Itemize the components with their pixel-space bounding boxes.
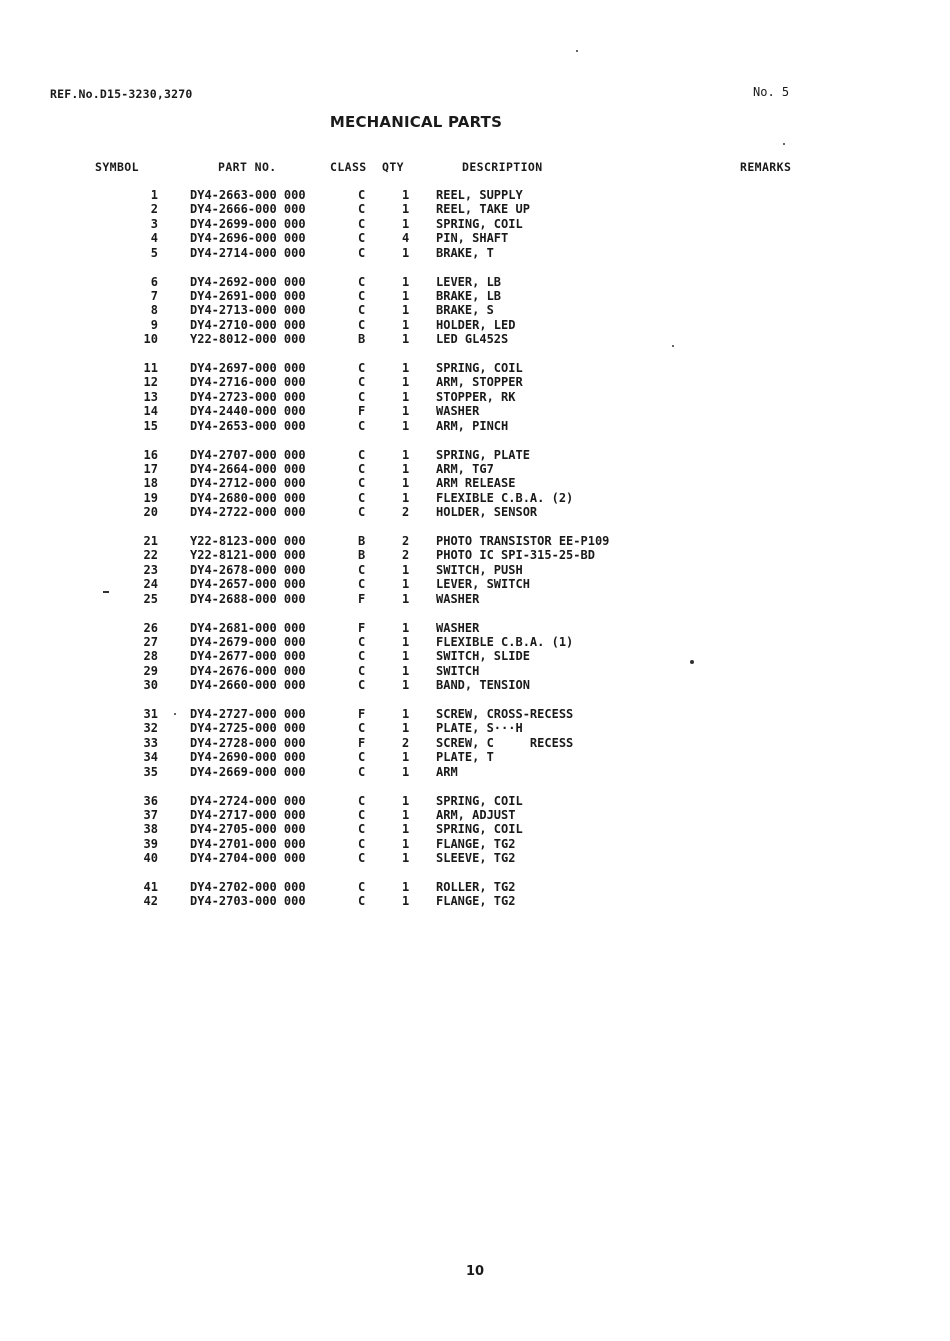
cell-class: F: [358, 620, 366, 635]
cell-part-no: DY4-2663-000 000: [190, 188, 306, 202]
cell-description: ARM, TG7: [436, 461, 494, 476]
cell-class: C: [358, 721, 366, 736]
table-row: [0, 808, 950, 823]
cell-part-no: DY4-2680-000 000: [190, 490, 306, 505]
table-row: [0, 332, 950, 347]
cell-description: LEVER, SWITCH: [436, 577, 530, 592]
cell-symbol: 15: [143, 418, 158, 433]
cell-description: SPRING, COIL: [436, 822, 523, 837]
cell-qty: 1: [402, 202, 410, 217]
cell-part-no: DY4-2707-000 000: [190, 447, 306, 462]
cell-class: B: [358, 332, 366, 347]
cell-part-no: Y22-8123-000 000: [190, 534, 306, 548]
cell-part-no: DY4-2440-000 000: [190, 404, 306, 419]
table-row: [0, 217, 950, 232]
cell-class: C: [358, 231, 366, 246]
cell-qty: 1: [402, 245, 410, 260]
cell-qty: 1: [402, 404, 410, 419]
cell-qty: 1: [402, 822, 410, 837]
scan-speck: [672, 345, 674, 347]
cell-symbol: 33: [143, 735, 158, 750]
cell-description: SLEEVE, TG2: [436, 851, 516, 866]
cell-description: BRAKE, LB: [436, 288, 502, 303]
cell-class: C: [358, 461, 366, 476]
cell-class: C: [358, 894, 366, 909]
cell-symbol: 32: [143, 721, 158, 736]
cell-qty: 1: [402, 620, 410, 635]
table-row: [0, 649, 950, 664]
cell-class: C: [358, 389, 366, 404]
table-row: [0, 318, 950, 333]
cell-class: C: [358, 750, 366, 765]
table-row: [0, 621, 950, 636]
cell-qty: 1: [402, 216, 410, 231]
cell-symbol: 29: [143, 663, 158, 678]
cell-description: REEL, SUPPLY: [436, 188, 523, 202]
cell-symbol: 22: [143, 548, 158, 563]
scan-speck: [174, 713, 176, 715]
column-header-part-no: PART NO.: [218, 160, 277, 174]
cell-qty: 1: [402, 476, 410, 491]
cell-description: SCREW, CROSS-RECESS: [436, 707, 574, 721]
cell-class: C: [358, 663, 366, 678]
cell-qty: 1: [402, 836, 410, 851]
cell-symbol: 31: [143, 707, 158, 721]
cell-qty: 1: [402, 807, 410, 822]
cell-part-no: DY4-2710-000 000: [190, 317, 306, 332]
cell-part-no: DY4-2716-000 000: [190, 375, 306, 390]
cell-qty: 1: [402, 894, 410, 909]
table-row: [0, 721, 950, 736]
cell-part-no: DY4-2696-000 000: [190, 231, 306, 246]
column-header-class: CLASS: [330, 160, 367, 174]
cell-description: WASHER: [436, 404, 480, 419]
cell-description: SWITCH, SLIDE: [436, 649, 530, 664]
table-row: [0, 563, 950, 578]
table-row: [0, 246, 950, 261]
cell-part-no: DY4-2714-000 000: [190, 245, 306, 260]
cell-qty: 1: [402, 188, 410, 202]
table-row: [0, 880, 950, 895]
cell-part-no: DY4-2688-000 000: [190, 591, 306, 606]
cell-description: PHOTO TRANSISTOR EE-P109: [436, 534, 610, 548]
cell-class: B: [358, 534, 366, 548]
cell-qty: 1: [402, 562, 410, 577]
cell-symbol: 28: [143, 649, 158, 664]
cell-part-no: DY4-2690-000 000: [190, 750, 306, 765]
cell-part-no: DY4-2657-000 000: [190, 577, 306, 592]
table-row: [0, 202, 950, 217]
cell-symbol: 2: [150, 202, 158, 217]
cell-class: C: [358, 822, 366, 837]
cell-description: ROLLER, TG2: [436, 880, 516, 894]
cell-symbol: 38: [143, 822, 158, 837]
cell-description: REEL, TAKE UP: [436, 202, 530, 217]
cell-symbol: 21: [143, 534, 158, 548]
table-row: [0, 577, 950, 592]
cell-symbol: 4: [150, 231, 158, 246]
cell-class: C: [358, 649, 366, 664]
cell-part-no: DY4-2702-000 000: [190, 880, 306, 894]
cell-description: SWITCH, PUSH: [436, 562, 523, 577]
cell-part-no: DY4-2717-000 000: [190, 807, 306, 822]
cell-description: SPRING, COIL: [436, 793, 523, 808]
cell-part-no: DY4-2677-000 000: [190, 649, 306, 664]
cell-class: C: [358, 361, 366, 375]
cell-part-no: DY4-2678-000 000: [190, 562, 306, 577]
cell-description: PIN, SHAFT: [436, 231, 509, 246]
cell-description: SPRING, COIL: [436, 361, 523, 375]
cell-symbol: 11: [143, 361, 158, 375]
cell-symbol: 36: [143, 793, 158, 808]
cell-qty: 1: [402, 793, 410, 808]
cell-part-no: DY4-2724-000 000: [190, 793, 306, 808]
cell-description: SPRING, PLATE: [436, 447, 530, 462]
cell-symbol: 18: [143, 476, 158, 491]
cell-symbol: 39: [143, 836, 158, 851]
cell-part-no: DY4-2660-000 000: [190, 678, 306, 693]
cell-class: F: [358, 591, 366, 606]
cell-class: C: [358, 764, 366, 779]
cell-symbol: 25: [143, 591, 158, 606]
cell-class: C: [358, 851, 366, 866]
table-row: [0, 289, 950, 304]
table-row: [0, 462, 950, 477]
cell-qty: 1: [402, 288, 410, 303]
cell-symbol: 37: [143, 807, 158, 822]
cell-class: C: [358, 216, 366, 231]
cell-symbol: 3: [150, 216, 158, 231]
cell-qty: 4: [402, 231, 410, 246]
cell-symbol: 27: [143, 634, 158, 649]
table-row: [0, 448, 950, 463]
cell-class: C: [358, 880, 366, 894]
table-row: [0, 851, 950, 866]
cell-part-no: DY4-2704-000 000: [190, 851, 306, 866]
cell-qty: 1: [402, 707, 410, 721]
table-row: [0, 390, 950, 405]
table-row: [0, 404, 950, 419]
cell-class: C: [358, 505, 366, 520]
cell-description: STOPPER, RK: [436, 389, 516, 404]
cell-part-no: DY4-2713-000 000: [190, 303, 306, 318]
cell-symbol: 9: [150, 317, 158, 332]
cell-class: C: [358, 836, 366, 851]
cell-class: C: [358, 807, 366, 822]
table-row: [0, 476, 950, 491]
table-row: [0, 548, 950, 563]
cell-part-no: DY4-2664-000 000: [190, 461, 306, 476]
cell-qty: 2: [402, 548, 410, 563]
cell-description: LED GL452S: [436, 332, 509, 347]
scan-speck: [690, 660, 694, 664]
cell-description: SPRING, COIL: [436, 216, 523, 231]
cell-qty: 1: [402, 634, 410, 649]
cell-symbol: 41: [143, 880, 158, 894]
table-row: [0, 505, 950, 520]
cell-class: C: [358, 245, 366, 260]
table-row: [0, 275, 950, 290]
cell-class: C: [358, 375, 366, 390]
cell-part-no: DY4-2728-000 000: [190, 735, 306, 750]
cell-qty: 1: [402, 332, 410, 347]
cell-class: C: [358, 490, 366, 505]
table-row: [0, 750, 950, 765]
cell-description: ARM, ADJUST: [436, 807, 516, 822]
cell-symbol: 26: [143, 620, 158, 635]
cell-description: BAND, TENSION: [436, 678, 530, 693]
cell-qty: 1: [402, 721, 410, 736]
table-row: [0, 765, 950, 780]
table-row: [0, 707, 950, 722]
cell-description: ARM: [436, 764, 458, 779]
cell-qty: 2: [402, 534, 410, 548]
sheet-number: No. 5: [753, 85, 790, 99]
table-row: [0, 592, 950, 607]
column-header-qty: QTY: [382, 160, 404, 174]
page-title: MECHANICAL PARTS: [329, 113, 503, 131]
cell-qty: 1: [402, 461, 410, 476]
page-number: 10: [465, 1264, 485, 1279]
cell-class: C: [358, 793, 366, 808]
cell-class: C: [358, 317, 366, 332]
cell-description: LEVER, LB: [436, 274, 502, 289]
cell-class: C: [358, 288, 366, 303]
cell-class: C: [358, 577, 366, 592]
cell-symbol: 24: [143, 577, 158, 592]
column-header-remarks: REMARKS: [740, 160, 792, 174]
cell-class: C: [358, 634, 366, 649]
cell-part-no: DY4-2699-000 000: [190, 216, 306, 231]
cell-qty: 1: [402, 880, 410, 894]
cell-symbol: 14: [143, 404, 158, 419]
scan-speck: [576, 50, 578, 52]
cell-symbol: 16: [143, 447, 158, 462]
cell-qty: 1: [402, 678, 410, 693]
cell-symbol: 7: [150, 288, 158, 303]
cell-class: C: [358, 303, 366, 318]
cell-qty: 1: [402, 851, 410, 866]
cell-part-no: Y22-8012-000 000: [190, 332, 306, 347]
cell-part-no: DY4-2712-000 000: [190, 476, 306, 491]
cell-qty: 1: [402, 418, 410, 433]
cell-description: FLANGE, TG2: [436, 836, 516, 851]
cell-symbol: 5: [150, 245, 158, 260]
cell-class: C: [358, 188, 366, 202]
cell-symbol: 20: [143, 505, 158, 520]
cell-class: F: [358, 707, 366, 721]
table-row: [0, 794, 950, 809]
cell-class: F: [358, 735, 366, 750]
table-row: [0, 375, 950, 390]
cell-qty: 1: [402, 490, 410, 505]
column-header-description: DESCRIPTION: [462, 160, 543, 174]
cell-symbol: 12: [143, 375, 158, 390]
table-row: [0, 837, 950, 852]
cell-qty: 1: [402, 389, 410, 404]
cell-qty: 1: [402, 591, 410, 606]
cell-class: C: [358, 418, 366, 433]
cell-part-no: DY4-2725-000 000: [190, 721, 306, 736]
cell-symbol: 17: [143, 461, 158, 476]
cell-class: F: [358, 404, 366, 419]
scan-speck: [103, 591, 109, 593]
cell-class: C: [358, 562, 366, 577]
cell-description: SCREW, C RECESS: [436, 735, 574, 750]
table-row: [0, 534, 950, 549]
cell-qty: 1: [402, 447, 410, 462]
cell-part-no: DY4-2697-000 000: [190, 361, 306, 375]
cell-description: HOLDER, SENSOR: [436, 505, 538, 520]
cell-qty: 1: [402, 750, 410, 765]
cell-description: FLANGE, TG2: [436, 894, 516, 909]
cell-class: C: [358, 476, 366, 491]
cell-part-no: DY4-2681-000 000: [190, 620, 306, 635]
table-row: [0, 635, 950, 650]
cell-symbol: 19: [143, 490, 158, 505]
cell-part-no: DY4-2676-000 000: [190, 663, 306, 678]
cell-qty: 1: [402, 361, 410, 375]
cell-qty: 1: [402, 303, 410, 318]
cell-part-no: DY4-2722-000 000: [190, 505, 306, 520]
table-row: [0, 678, 950, 693]
cell-description: FLEXIBLE C.B.A. (1): [436, 634, 574, 649]
cell-description: HOLDER, LED: [436, 317, 516, 332]
cell-description: ARM RELEASE: [436, 476, 516, 491]
cell-description: ARM, STOPPER: [436, 375, 523, 390]
cell-qty: 2: [402, 505, 410, 520]
table-row: [0, 894, 950, 909]
table-row: [0, 491, 950, 506]
cell-part-no: Y22-8121-000 000: [190, 548, 306, 563]
cell-class: C: [358, 678, 366, 693]
cell-part-no: DY4-2703-000 000: [190, 894, 306, 909]
cell-part-no: DY4-2669-000 000: [190, 764, 306, 779]
table-row: [0, 664, 950, 679]
cell-part-no: DY4-2705-000 000: [190, 822, 306, 837]
cell-symbol: 13: [143, 389, 158, 404]
cell-qty: 1: [402, 577, 410, 592]
cell-symbol: 35: [143, 764, 158, 779]
cell-symbol: 34: [143, 750, 158, 765]
cell-symbol: 1: [150, 188, 158, 202]
cell-part-no: DY4-2653-000 000: [190, 418, 306, 433]
table-row: [0, 361, 950, 376]
table-row: [0, 303, 950, 318]
cell-symbol: 6: [150, 274, 158, 289]
cell-description: ARM, PINCH: [436, 418, 509, 433]
cell-part-no: DY4-2727-000 000: [190, 707, 306, 721]
cell-description: SWITCH: [436, 663, 480, 678]
cell-description: BRAKE, T: [436, 245, 494, 260]
cell-symbol: 40: [143, 851, 158, 866]
cell-description: BRAKE, S: [436, 303, 494, 318]
scan-speck: [783, 143, 785, 145]
cell-qty: 1: [402, 317, 410, 332]
table-row: [0, 231, 950, 246]
column-header-symbol: SYMBOL: [95, 160, 139, 174]
cell-part-no: DY4-2666-000 000: [190, 202, 306, 217]
cell-qty: 1: [402, 375, 410, 390]
cell-class: B: [358, 548, 366, 563]
cell-symbol: 30: [143, 678, 158, 693]
table-row: [0, 822, 950, 837]
cell-part-no: DY4-2692-000 000: [190, 274, 306, 289]
cell-qty: 1: [402, 274, 410, 289]
cell-symbol: 10: [143, 332, 158, 347]
cell-description: WASHER: [436, 591, 480, 606]
table-row: [0, 188, 950, 203]
cell-qty: 2: [402, 735, 410, 750]
cell-part-no: DY4-2691-000 000: [190, 288, 306, 303]
cell-qty: 1: [402, 649, 410, 664]
reference-number: REF.No.D15-3230,3270: [50, 87, 193, 101]
cell-symbol: 8: [150, 303, 158, 318]
table-row: [0, 419, 950, 434]
cell-part-no: DY4-2701-000 000: [190, 836, 306, 851]
cell-class: C: [358, 447, 366, 462]
cell-description: PLATE, S···H: [436, 721, 523, 736]
cell-qty: 1: [402, 663, 410, 678]
cell-description: WASHER: [436, 620, 480, 635]
cell-part-no: DY4-2679-000 000: [190, 634, 306, 649]
cell-description: FLEXIBLE C.B.A. (2): [436, 490, 574, 505]
table-row: [0, 736, 950, 751]
cell-description: PHOTO IC SPI-315-25-BD: [436, 548, 595, 563]
cell-class: C: [358, 202, 366, 217]
cell-symbol: 42: [143, 894, 158, 909]
cell-description: PLATE, T: [436, 750, 494, 765]
cell-qty: 1: [402, 764, 410, 779]
cell-part-no: DY4-2723-000 000: [190, 389, 306, 404]
cell-class: C: [358, 274, 366, 289]
cell-symbol: 23: [143, 562, 158, 577]
